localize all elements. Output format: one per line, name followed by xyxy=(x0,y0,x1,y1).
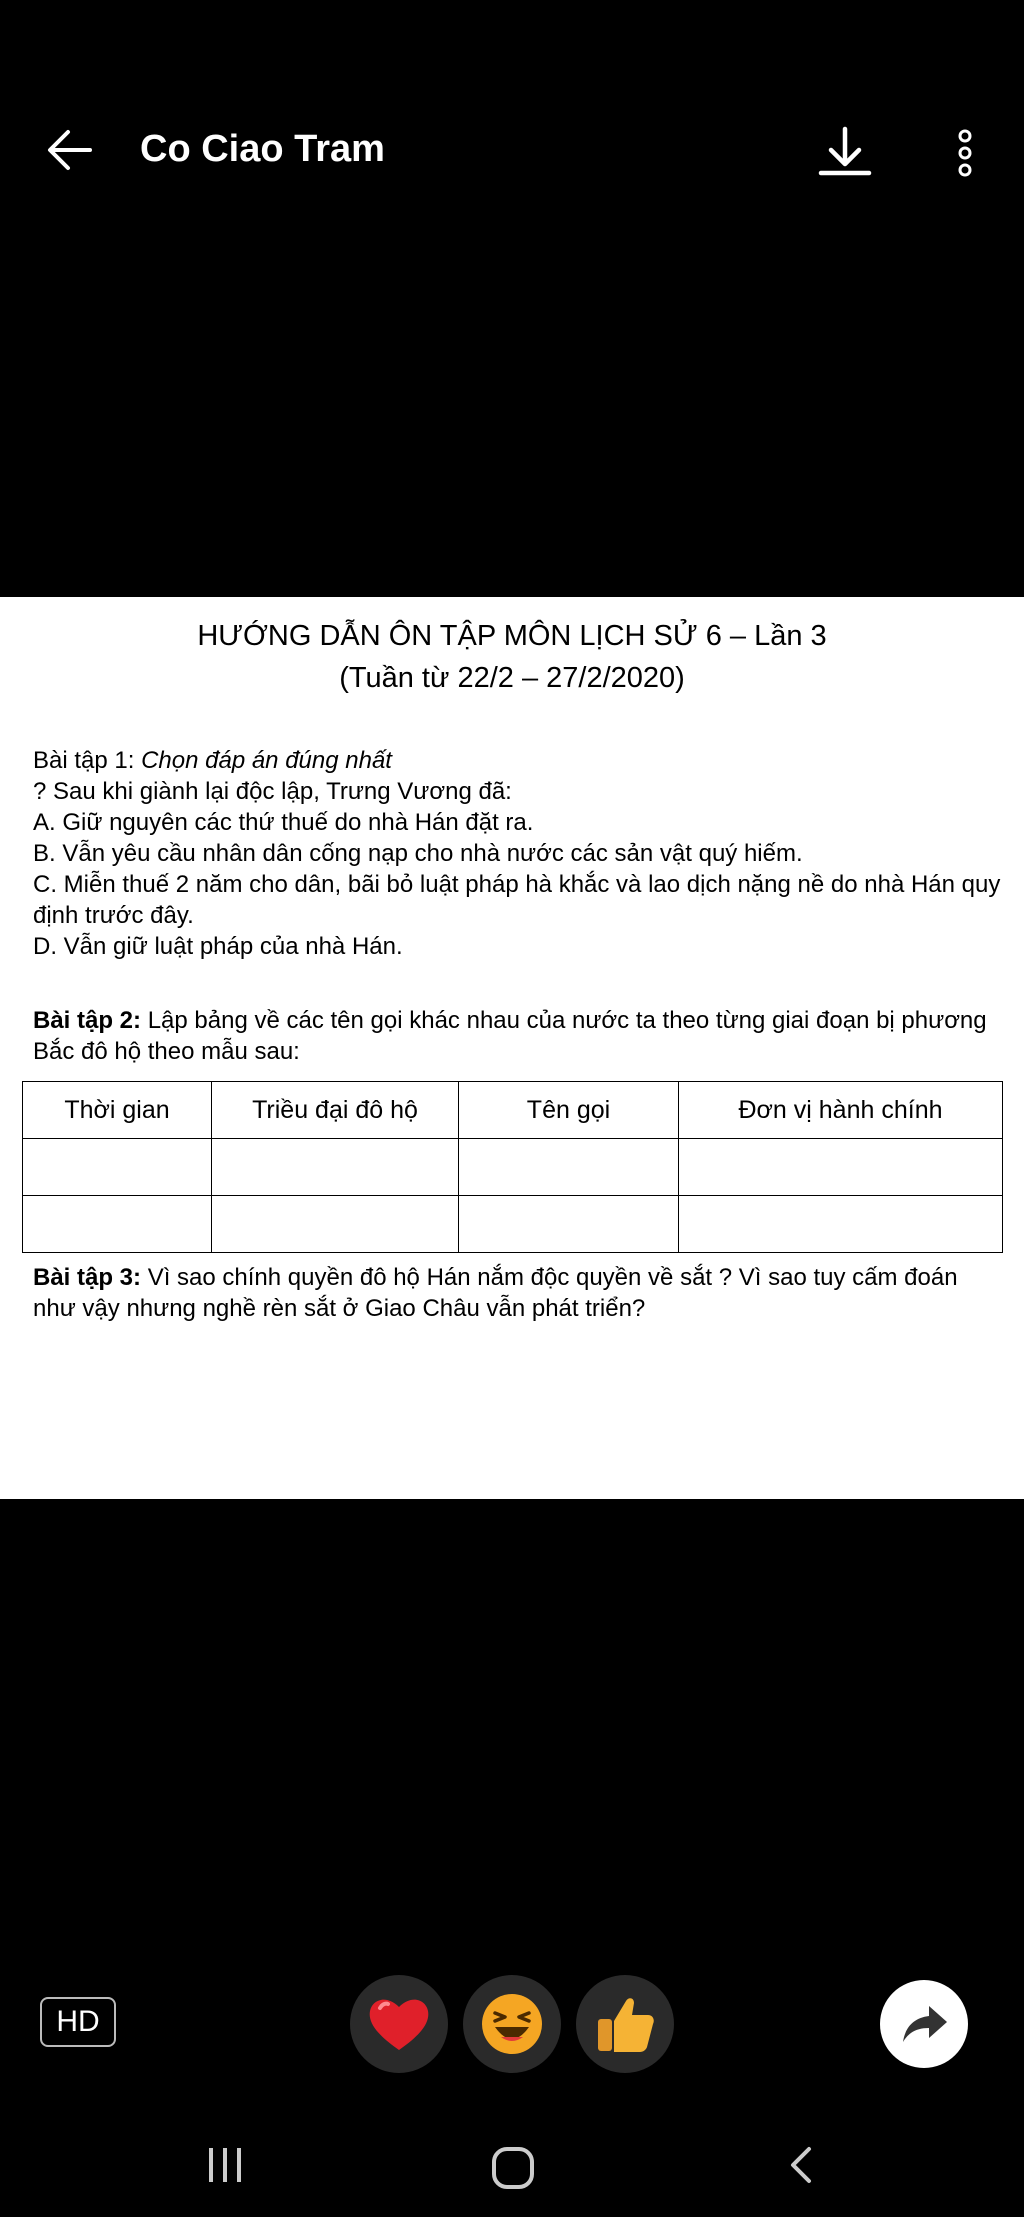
heart-icon xyxy=(366,1994,432,2054)
heart-reaction-button[interactable] xyxy=(350,1975,448,2073)
thumbs-up-icon xyxy=(592,1991,658,2057)
table-row xyxy=(23,1139,1003,1196)
home-icon xyxy=(490,2145,536,2191)
recents-button[interactable] xyxy=(200,2140,250,2190)
more-vertical-icon xyxy=(955,128,975,178)
table-cell xyxy=(679,1196,1003,1253)
document-image[interactable] xyxy=(0,597,1024,1499)
exercise-1-label: Bài tập 1: xyxy=(33,747,135,774)
table-cell xyxy=(23,1139,212,1196)
exercise-2-body: Lập bảng về các tên gọi khác nhau của nước ta theo từng giai đoạn bị phương Bắc đô hộ theo mẫu sau: xyxy=(33,1007,987,1065)
table-header-row xyxy=(23,1082,1003,1139)
share-arrow-icon xyxy=(899,2002,949,2046)
table-cell xyxy=(212,1196,459,1253)
document-subtitle: (Tuần từ 22/2 – 27/2/2020) xyxy=(339,662,685,694)
conversation-title: Co Ciao Tram xyxy=(140,128,385,170)
chevron-left-icon xyxy=(785,2145,815,2185)
table-header-cell: Đơn vị hành chính xyxy=(679,1082,1003,1139)
exercise-1-question: ? Sau khi giành lại độc lập, Trưng Vương đã: xyxy=(33,778,512,805)
table-cell xyxy=(212,1139,459,1196)
table-cell xyxy=(459,1196,679,1253)
table-cell xyxy=(459,1139,679,1196)
like-reaction-button[interactable] xyxy=(576,1975,674,2073)
home-button[interactable] xyxy=(485,2140,540,2195)
arrow-left-icon xyxy=(46,128,94,172)
document-title: HƯỚNG DẪN ÔN TẬP MÔN LỊCH SỬ 6 – Lần 3 xyxy=(197,620,827,652)
more-options-button[interactable] xyxy=(940,118,990,188)
names-table xyxy=(22,1081,1003,1253)
exercise-2-label: Bài tập 2: xyxy=(33,1007,142,1034)
table-header-cell: Tên gọi xyxy=(459,1082,679,1139)
table-header-cell: Triều đại đô hộ xyxy=(212,1082,459,1139)
exercise-1-option-b: B. Vẫn yêu cầu nhân dân cống nạp cho nhà nước các sản vật quý hiếm. xyxy=(33,840,803,867)
recents-icon xyxy=(205,2146,245,2184)
exercise-3-label: Bài tập 3: xyxy=(33,1264,142,1291)
system-back-button[interactable] xyxy=(775,2140,825,2190)
table-row xyxy=(23,1196,1003,1253)
exercise-1-heading xyxy=(33,745,1003,776)
exercise-1-option-c: C. Miễn thuế 2 năm cho dân, bãi bỏ luật pháp hà khắc và lao dịch nặng nề do nhà Hán quy định trước đây. xyxy=(33,871,1001,929)
download-icon xyxy=(815,123,875,183)
exercise-1-instruction: Chọn đáp án đúng nhất xyxy=(141,747,392,774)
share-button[interactable] xyxy=(880,1980,968,2068)
back-button[interactable] xyxy=(40,120,100,180)
exercise-3-body: Vì sao chính quyền đô hộ Hán nắm độc quyền về sắt ? Vì sao tuy cấm đoán như vậy nhưng nghề rèn sắt ở Giao Châu vẫn phát triển? xyxy=(33,1264,958,1322)
exercise-2-text xyxy=(33,1005,1003,1067)
table-cell xyxy=(23,1196,212,1253)
laugh-reaction-button[interactable] xyxy=(463,1975,561,2073)
exercise-1-option-d: D. Vẫn giữ luật pháp của nhà Hán. xyxy=(33,933,403,960)
table-header-cell: Thời gian xyxy=(23,1082,212,1139)
table-cell xyxy=(679,1139,1003,1196)
exercise-1-option-a: A. Giữ nguyên các thứ thuế do nhà Hán đặt ra. xyxy=(33,809,534,836)
top-bar xyxy=(0,0,1024,300)
system-nav-bar xyxy=(0,2110,1024,2217)
exercise-3-text xyxy=(33,1262,1003,1324)
download-button[interactable] xyxy=(810,118,880,188)
laughing-emoji-icon xyxy=(477,1989,547,2059)
hd-button[interactable]: HD xyxy=(40,1997,116,2047)
